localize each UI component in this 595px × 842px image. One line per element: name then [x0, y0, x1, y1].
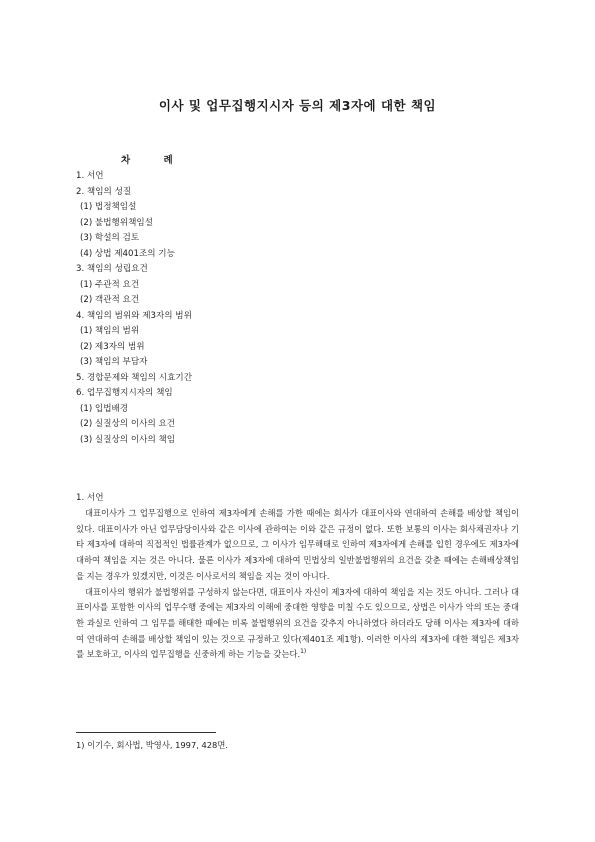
toc-item: (2) 불법행위책임설: [80, 217, 154, 228]
section-heading: 1. 서언: [76, 493, 104, 503]
toc-item: (4) 상법 제401조의 기능: [80, 248, 175, 259]
toc-item: (1) 주관적 요건: [80, 279, 140, 290]
paragraph-text: 대표이사의 행위가 불법행위를 구성하지 않는다면, 대표이사 자신이 제3자에 대하여 책임을 지는 것도 아니다. 그러나 대표이사를 포함한 이사의 업무수행 중에는 제3자의 이해에 중대한 영향을 미칠 수도 있으므로, 상법은 이사가 악의 또는 중대한 과실로 인하여 그 임무를 해태한 때에는 비록 불법행위의 요건을 갖추지 아니하였다 하더라도 당해 이사는 제3자에 대하여 연대하여 손해를 배상할 책임이 있는 것으로 규정하고 있다(제401조 제1항). 이러한 이사의 제3자에 대한 책임은 제3자를 보호하고, 이사의 업무집행을 신중하게 하는 기능을 갖는다.: [76, 586, 519, 660]
footnote-divider: [76, 732, 216, 733]
introduction-section: [76, 491, 519, 663]
toc-item: (1) 법정책임설: [80, 202, 137, 212]
toc-item: (3) 실질상의 이사의 책임: [80, 434, 176, 445]
footnote-reference[interactable]: 1): [300, 648, 307, 656]
body-paragraph: 대표이사가 그 업무집행으로 인하여 제3자에게 손해를 가한 때에는 회사가 대표이사와 연대하여 손해를 배상할 책임이 있다. 대표이사가 아닌 업무담당이사와 같은 이사에 관하여는 이와 같은 규정이 없다. 또한 보통의 이사는 회사채권자나 기타 제3자에 대하여 직접적인 법률관계가 없으므로, 그 이사가 임무해태로 인하여 제3자에게 손해를 입힌 경우에도 제3자에 대하여 책임을 지는 것은 아니다. 물론 이사가 제3자에 대하여 민법상의 일반불법행위의 요건을 갖춘 때에는 손해배상책임을 지는 경우가 있겠지만, 이것은 이사로서의 책임을 지는 것이 아니다.: [76, 508, 519, 581]
toc-item: (1) 책임의 범위: [80, 326, 140, 336]
toc-heading: 차 례: [121, 155, 173, 166]
table-of-contents: [76, 169, 192, 448]
body-paragraph: [76, 585, 519, 664]
footnote: 1) 이기수, 회사법, 박영사, 1997, 428면.: [76, 740, 228, 750]
toc-item: (2) 객관적 요건: [80, 295, 140, 305]
toc-item: 1. 서언: [76, 171, 104, 181]
toc-item: (3) 학설의 검토: [80, 233, 140, 243]
toc-item: 3. 책임의 성립요건: [76, 264, 148, 274]
toc-item: (3) 책임의 부담자: [80, 357, 148, 367]
toc-item: (2) 제3자의 범위: [80, 341, 145, 352]
toc-item: (2) 실질상의 이사의 요건: [80, 419, 176, 429]
toc-item: 6. 업무집행지시자의 책임: [76, 388, 173, 398]
toc-item: (1) 입법배경: [80, 403, 129, 414]
document-title: 이사 및 업무집행지시자 등의 제3자에 대한 책임: [158, 98, 437, 113]
toc-item: 5. 경합문제와 책임의 시효기간: [76, 372, 193, 383]
toc-item: 2. 책임의 성질: [76, 186, 132, 197]
toc-item: 4. 책임의 범위와 제3자의 범위: [76, 310, 192, 321]
